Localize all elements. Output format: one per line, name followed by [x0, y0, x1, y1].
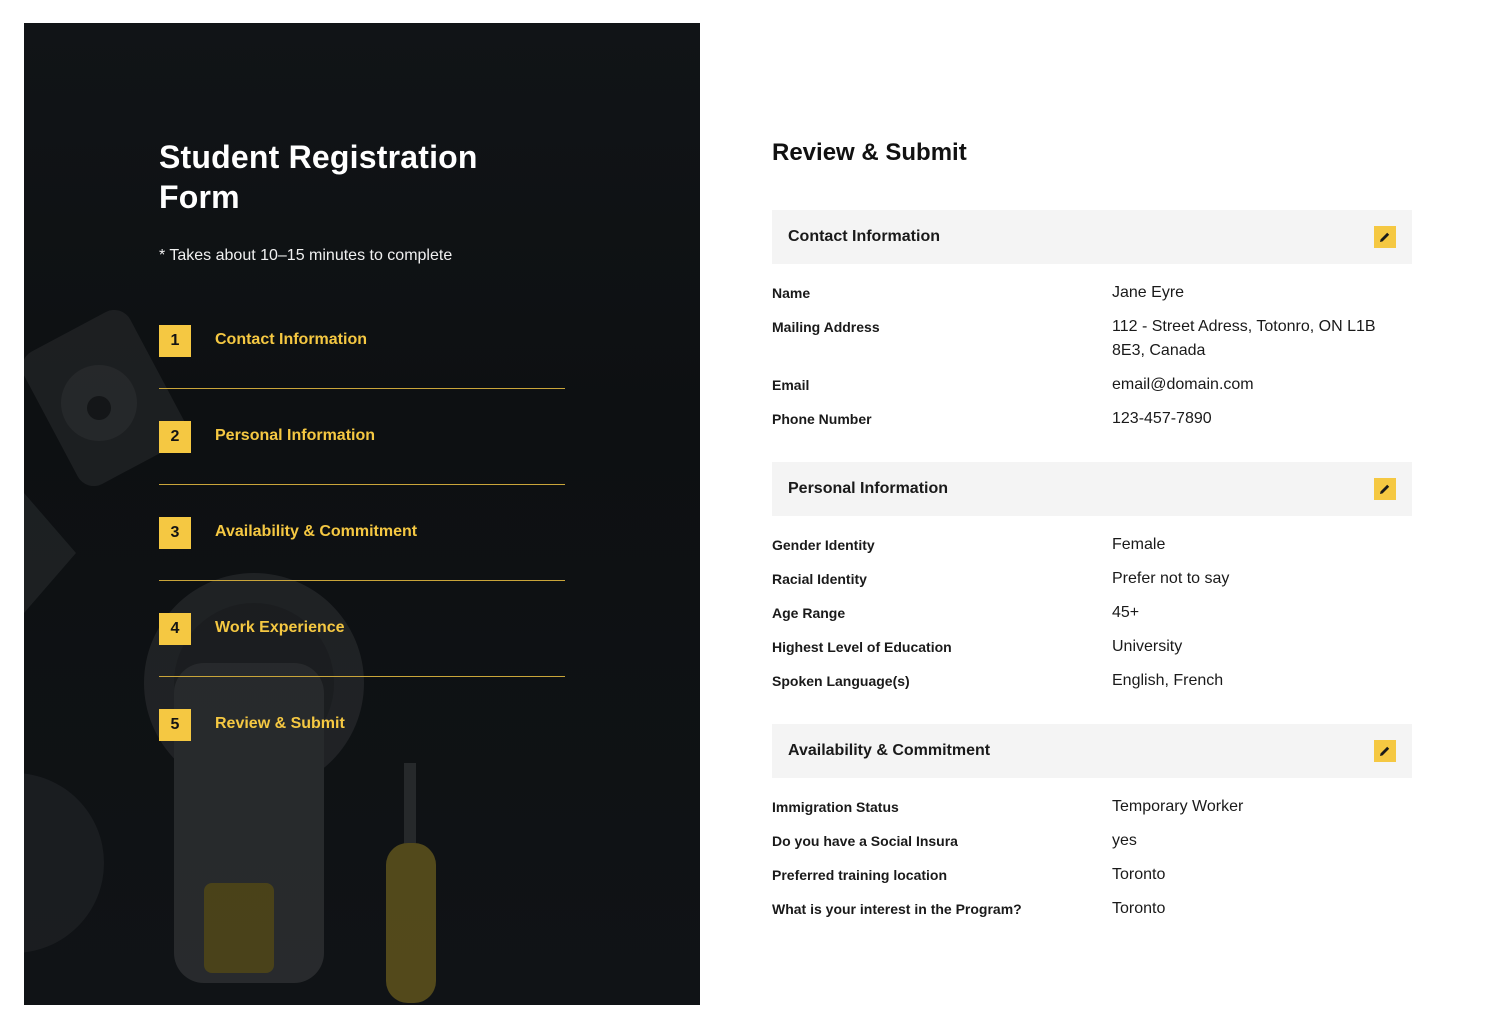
step-personal-information[interactable] [159, 415, 565, 511]
field-value: Prefer not to say [1112, 570, 1230, 587]
step-label: Availability & Commitment [215, 523, 418, 540]
field-label: Highest Level of Education [772, 639, 952, 655]
left-hero-panel [24, 23, 700, 1005]
step-review-submit[interactable] [159, 703, 565, 799]
field-row [772, 569, 1412, 591]
edit-contact-button[interactable] [1374, 226, 1396, 248]
section-availability-commitment [772, 724, 1412, 952]
field-value: yes [1112, 832, 1137, 849]
field-label: Phone Number [772, 411, 872, 427]
field-label: Preferred training location [772, 867, 948, 883]
step-divider [159, 676, 565, 677]
section-title: Personal Information [788, 480, 949, 497]
field-row [772, 283, 1412, 305]
step-number: 1 [159, 325, 191, 357]
field-value: 123-457-7890 [1112, 410, 1212, 427]
section-header [772, 462, 1412, 516]
field-row [772, 637, 1412, 659]
step-list [159, 319, 565, 799]
field-label: Mailing Address [772, 319, 880, 335]
step-availability-commitment[interactable] [159, 511, 565, 607]
pencil-icon [1379, 483, 1391, 495]
field-value: Toronto [1112, 900, 1166, 917]
field-row [772, 603, 1412, 625]
field-label: Immigration Status [772, 799, 899, 815]
field-value: University [1112, 638, 1183, 655]
form-title: Student Registration Form [159, 139, 478, 215]
step-number: 2 [159, 421, 191, 453]
field-label: Spoken Language(s) [772, 673, 910, 689]
step-label: Contact Information [215, 331, 367, 348]
field-label: Racial Identity [772, 571, 867, 587]
field-row [772, 535, 1412, 557]
field-label: Age Range [772, 605, 846, 621]
section-header [772, 210, 1412, 264]
step-divider [159, 388, 565, 389]
field-value: English, French [1112, 672, 1224, 689]
section-rows [772, 778, 1412, 952]
field-value: 45+ [1112, 604, 1140, 621]
section-header [772, 724, 1412, 778]
field-row [772, 317, 1412, 363]
field-row [772, 899, 1412, 921]
field-row [772, 671, 1412, 693]
field-row [772, 865, 1412, 887]
field-label: Do you have a Social Insura [772, 833, 958, 849]
edit-personal-button[interactable] [1374, 478, 1396, 500]
pencil-icon [1379, 231, 1391, 243]
field-value: email@domain.com [1112, 376, 1254, 393]
step-label: Review & Submit [215, 715, 345, 732]
field-value: Female [1112, 536, 1166, 553]
step-divider [159, 580, 565, 581]
section-title: Contact Information [788, 228, 940, 245]
pencil-icon [1379, 745, 1391, 757]
field-label: Gender Identity [772, 537, 875, 553]
field-value: Toronto [1112, 866, 1166, 883]
field-value: 112 - Street Adress, Totonro, ON L1B 8E3, Canada [1112, 318, 1376, 359]
field-row [772, 831, 1412, 853]
form-subtitle: * Takes about 10–15 minutes to complete [159, 247, 453, 264]
step-label: Personal Information [215, 427, 376, 444]
step-number: 4 [159, 613, 191, 645]
step-number: 5 [159, 709, 191, 741]
review-title: Review & Submit [772, 139, 967, 166]
field-label: What is your interest in the Program? [772, 901, 1022, 917]
step-work-experience[interactable] [159, 607, 565, 703]
review-panel [772, 130, 1412, 952]
edit-availability-button[interactable] [1374, 740, 1396, 762]
section-personal-information [772, 462, 1412, 724]
step-number: 3 [159, 517, 191, 549]
field-row [772, 409, 1412, 431]
field-row [772, 797, 1412, 819]
step-label: Work Experience [215, 619, 345, 636]
step-contact-information[interactable] [159, 319, 565, 415]
field-value: Temporary Worker [1112, 798, 1244, 815]
section-rows [772, 264, 1412, 462]
field-label: Email [772, 377, 810, 393]
step-divider [159, 484, 565, 485]
field-row [772, 375, 1412, 397]
section-contact-information [772, 210, 1412, 462]
section-rows [772, 516, 1412, 724]
section-title: Availability & Commitment [788, 742, 991, 759]
field-label: Name [772, 285, 811, 301]
field-value: Jane Eyre [1112, 284, 1185, 301]
